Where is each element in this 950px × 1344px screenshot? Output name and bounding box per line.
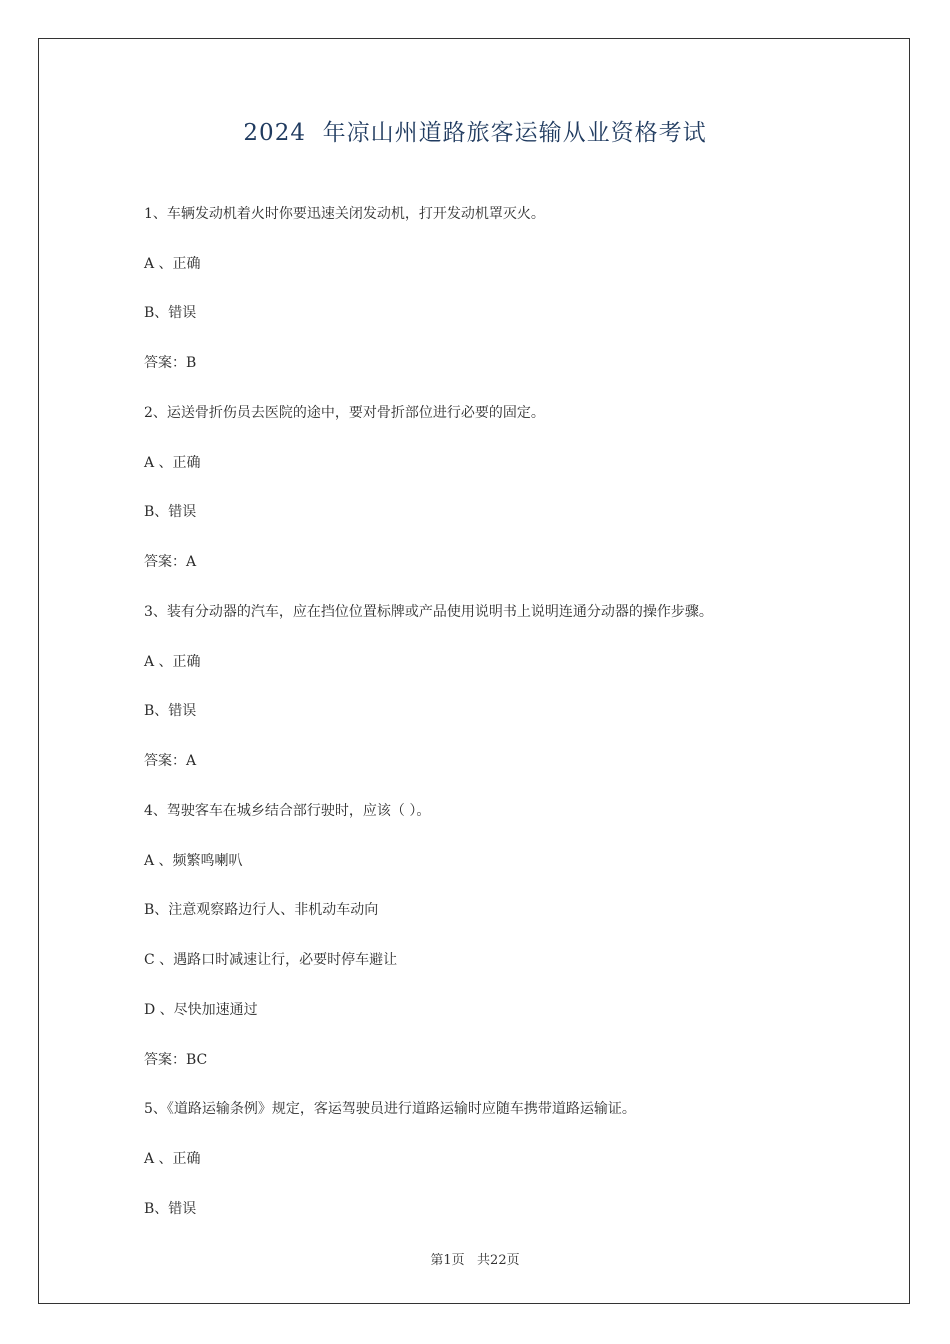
- question-3-option-a: A 、正确: [144, 654, 201, 670]
- question-5-stem: 5、《道路运输条例》规定，客运驾驶员进行道路运输时应随车携带道路运输证。: [144, 1101, 636, 1117]
- question-2-answer: 答案：A: [144, 554, 197, 570]
- question-4-option-a: A 、频繁鸣喇叭: [144, 853, 243, 869]
- document-title: 2024 年凉山州道路旅客运输从业资格考试: [243, 120, 707, 146]
- page-footer: 第1页 共22页: [430, 1253, 520, 1268]
- question-1-option-b: B、错误: [144, 305, 197, 321]
- question-2-option-a: A 、正确: [144, 455, 201, 471]
- question-5-option-a: A 、正确: [144, 1151, 201, 1167]
- question-5-option-b: B、错误: [144, 1201, 197, 1217]
- question-3-option-b: B、错误: [144, 703, 197, 719]
- question-2-stem: 2、运送骨折伤员去医院的途中，要对骨折部位进行必要的固定。: [144, 405, 545, 421]
- question-3-answer: 答案：A: [144, 753, 197, 769]
- question-1-option-a: A 、正确: [144, 256, 201, 272]
- question-3-stem: 3、装有分动器的汽车，应在挡位位置标牌或产品使用说明书上说明连通分动器的操作步骤。: [144, 604, 713, 620]
- question-1-answer: 答案：B: [144, 355, 197, 371]
- question-2-option-b: B、错误: [144, 504, 197, 520]
- question-4-stem: 4、驾驶客车在城乡结合部行驶时，应该（ ）。: [144, 803, 431, 819]
- question-4-answer: 答案：BC: [144, 1052, 208, 1068]
- question-4-option-d: D 、尽快加速通过: [144, 1002, 258, 1018]
- question-4-option-b: B、注意观察路边行人、非机动车动向: [144, 902, 379, 918]
- question-1-stem: 1、车辆发动机着火时你要迅速关闭发动机，打开发动机罩灭火。: [144, 206, 545, 222]
- question-4-option-c: C 、遇路口时减速让行，必要时停车避让: [144, 952, 398, 968]
